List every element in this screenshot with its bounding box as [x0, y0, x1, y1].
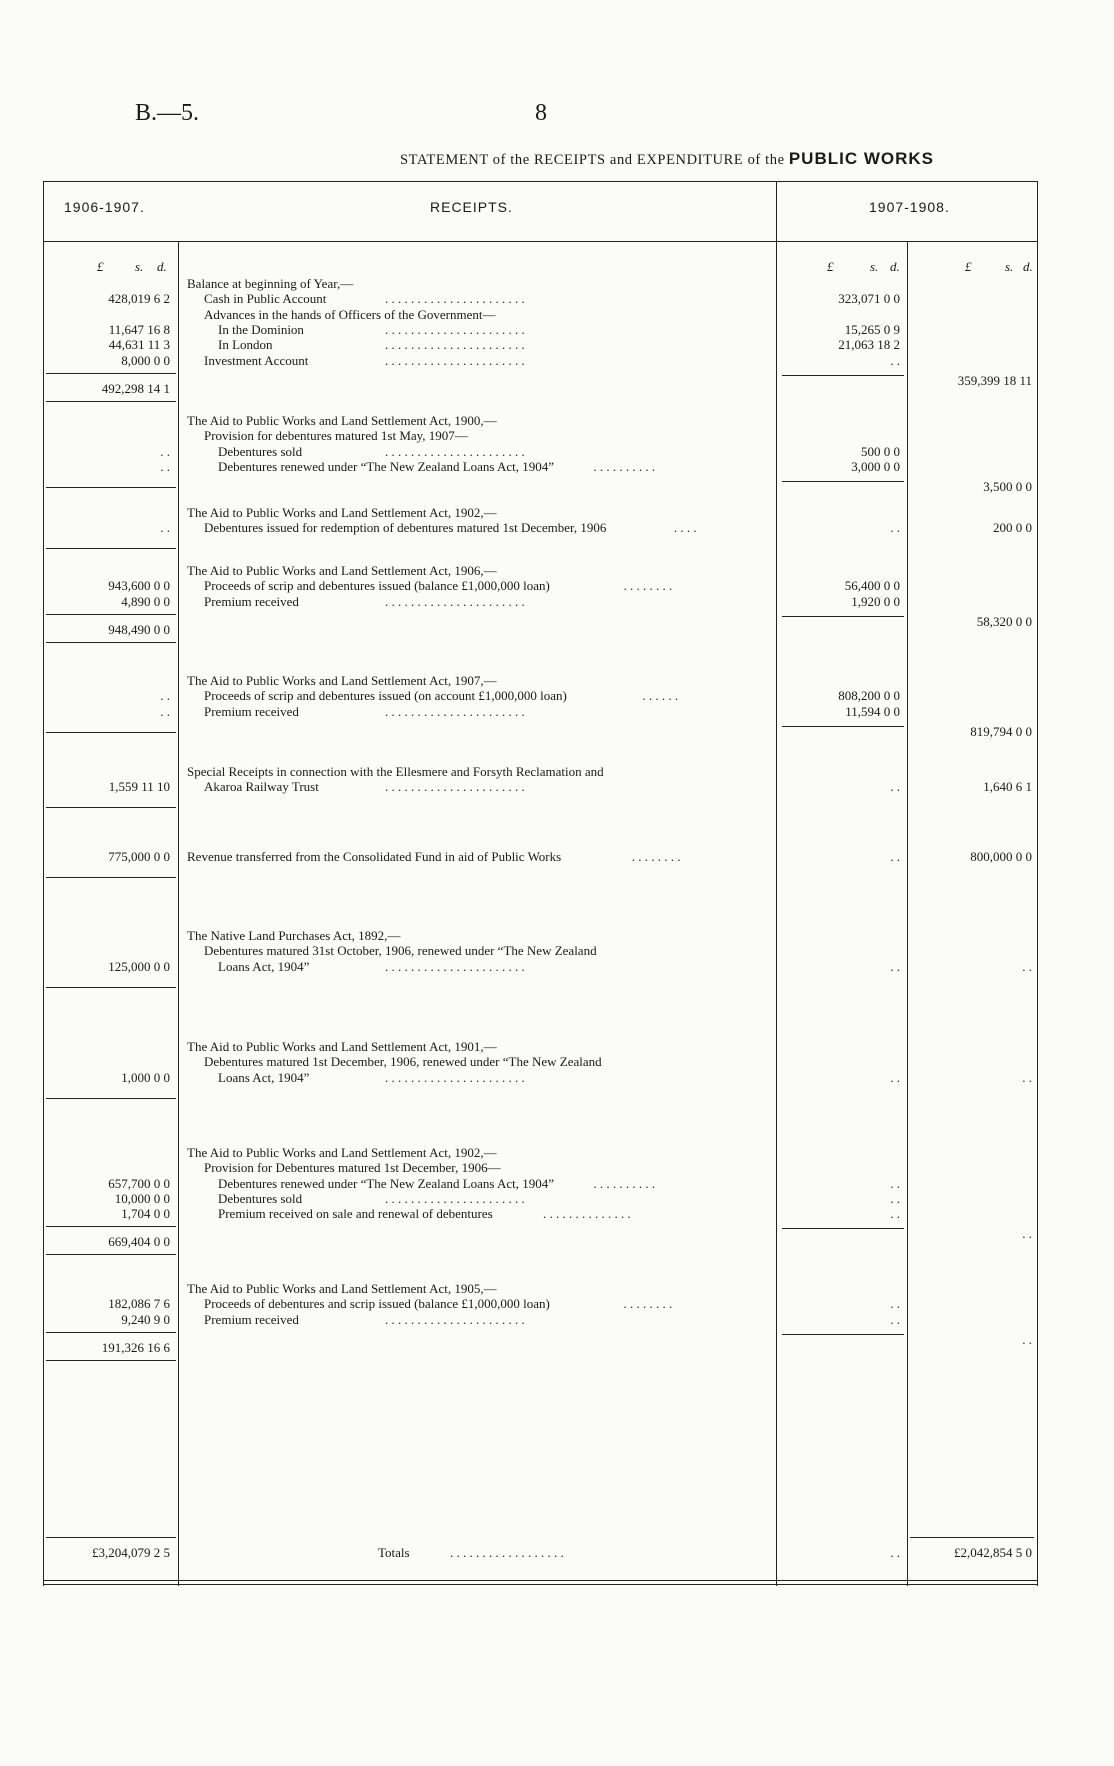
- receipt-line-label: Premium received: [204, 593, 299, 609]
- receipt-line-label: Debentures renewed under “The New Zealand Loans Act, 1904”: [218, 1175, 555, 1191]
- table-left-border: [43, 181, 44, 1586]
- receipt-line-label: The Aid to Public Works and Land Settlement Act, 1905,—: [187, 1281, 497, 1296]
- prev-section-rule: [46, 1098, 176, 1099]
- section-total-amount: 359,399 18 11: [957, 372, 1032, 388]
- unit-pence-detail: d.: [890, 259, 900, 274]
- title-emphasis: PUBLIC WORKS: [788, 149, 935, 168]
- detail-amount: . .: [890, 1545, 900, 1560]
- leader-dots: . . . . . . . . . . . . . . . . . .: [450, 1545, 564, 1560]
- detail-amount: 808,200 0 0: [838, 688, 900, 704]
- receipt-line-label: Debentures matured 1st December, 1906, renewed under “The New Zealand: [204, 1054, 602, 1070]
- receipt-line-label: In the Dominion: [218, 321, 304, 337]
- prev-year-amount: 8,000 0 0: [121, 352, 170, 368]
- prev-subtotal-rule-bottom: [46, 1254, 176, 1255]
- prev-subtotal-rule-bottom: [46, 401, 176, 402]
- totals-label: Totals: [378, 1545, 410, 1560]
- receipt-line-label: The Aid to Public Works and Land Settlement Act, 1906,—: [187, 563, 497, 578]
- prev-section-rule: [46, 548, 176, 549]
- detail-rule: [782, 1334, 904, 1335]
- receipt-line-label: Special Receipts in connection with the Ellesmere and Forsyth Reclamation and: [187, 764, 604, 779]
- prev-year-amount: 657,700 0 0: [108, 1175, 170, 1191]
- prev-year-amount: 943,600 0 0: [108, 578, 170, 594]
- leader-dots: . . . . . . . . . . . . . . . . . . . . . .: [385, 1311, 525, 1327]
- receipt-line-label: Premium received: [204, 1311, 299, 1327]
- receipt-line-label: Revenue transferred from the Consolidated Fund in aid of Public Works: [187, 849, 562, 864]
- prev-subtotal-rule-top: [46, 614, 176, 615]
- table-right-border: [1037, 181, 1038, 1586]
- detail-amount: . .: [890, 1175, 900, 1191]
- receipt-line-label: In London: [218, 337, 273, 353]
- leader-dots: . . . . . . . . . . . . . .: [543, 1206, 631, 1222]
- unit-shilling-prev: s.: [135, 259, 144, 274]
- prev-subtotal-rule-top: [46, 1226, 176, 1227]
- prev-year-amount: 11,647 16 8: [108, 321, 170, 337]
- receipt-line-label: Loans Act, 1904”: [218, 1069, 310, 1085]
- receipt-line-label: Advances in the hands of Officers of the Government—: [204, 306, 496, 322]
- totals-rule-top-total: [910, 1537, 1034, 1538]
- prev-year-amount: . .: [160, 688, 170, 704]
- prev-year-subtotal: 948,490 0 0: [108, 621, 170, 637]
- prev-year-amount: . .: [160, 703, 170, 719]
- unit-shilling-detail: s.: [870, 259, 879, 274]
- detail-amount: . .: [890, 1206, 900, 1222]
- section-total-amount: . .: [1022, 1226, 1032, 1242]
- prev-section-rule: [46, 487, 176, 488]
- leader-dots: . . . . . . . .: [623, 1296, 673, 1312]
- detail-amount: . .: [890, 1190, 900, 1206]
- detail-amount: 3,000 0 0: [851, 458, 900, 474]
- leader-dots: . . . . . . . .: [623, 578, 673, 594]
- leader-dots: . . . . . . . . . .: [593, 1175, 656, 1191]
- detail-amount: 15,265 0 9: [844, 321, 900, 337]
- col-divider-prev: [178, 241, 179, 1586]
- receipt-line-label: Debentures matured 31st October, 1906, renewed under “The New Zealand: [204, 943, 597, 959]
- detail-amount: . .: [890, 1296, 900, 1312]
- prev-year-amount: . .: [160, 520, 170, 536]
- leader-dots: . . . . . . . .: [631, 849, 681, 864]
- prev-year-amount: 775,000 0 0: [108, 849, 170, 864]
- receipt-line-label: The Native Land Purchases Act, 1892,—: [187, 928, 401, 943]
- detail-amount: 56,400 0 0: [844, 578, 900, 594]
- detail-rule: [782, 481, 904, 482]
- receipt-line-label: The Aid to Public Works and Land Settlement Act, 1902,—: [187, 1145, 497, 1160]
- total-amount: . .: [1022, 958, 1032, 974]
- prev-year-subtotal: 492,298 14 1: [101, 380, 170, 396]
- prev-year-amount: 9,240 9 0: [121, 1311, 170, 1327]
- prev-year-amount: 1,559 11 10: [108, 779, 170, 795]
- leader-dots: . . . . . . . . . . . . . . . . . . . . . .: [385, 779, 525, 795]
- total-amount: 200 0 0: [993, 520, 1032, 536]
- totals-rule-top-prev: [46, 1537, 176, 1538]
- detail-amount: 21,063 18 2: [838, 337, 900, 353]
- leader-dots: . . . . . . . . . . . . . . . . . . . . . .: [385, 352, 525, 368]
- prev-section-rule: [46, 877, 176, 878]
- prev-section-rule: [46, 732, 176, 733]
- column-header-prev-year: 1906-1907.: [64, 199, 145, 215]
- leader-dots: . . . . . .: [642, 688, 679, 704]
- receipt-line-label: The Aid to Public Works and Land Settlement Act, 1902,—: [187, 505, 497, 520]
- prev-year-amount: 4,890 0 0: [121, 593, 170, 609]
- leader-dots: . . . . . . . . . . . . . . . . . . . . . .: [385, 593, 525, 609]
- col-divider-receipts: [776, 181, 777, 1586]
- receipt-line-label: Premium received on sale and renewal of debentures: [218, 1206, 493, 1222]
- leader-dots: . . . . . . . . . . . . . . . . . . . . . .: [385, 321, 525, 337]
- detail-amount: . .: [890, 1311, 900, 1327]
- prev-subtotal-rule-bottom: [46, 1360, 176, 1361]
- receipt-line-label: Debentures issued for redemption of debentures matured 1st December, 1906: [204, 520, 607, 536]
- receipt-line-label: Debentures renewed under “The New Zealand Loans Act, 1904”: [218, 458, 555, 474]
- section-total-amount: 819,794 0 0: [970, 723, 1032, 739]
- detail-amount: . .: [890, 958, 900, 974]
- detail-amount: 1,920 0 0: [851, 593, 900, 609]
- prev-subtotal-rule-top: [46, 1332, 176, 1333]
- receipt-line-label: The Aid to Public Works and Land Settlement Act, 1900,—: [187, 413, 497, 428]
- grand-total-prev: £3,204,079 2 5: [92, 1545, 170, 1560]
- prev-year-amount: 1,704 0 0: [121, 1206, 170, 1222]
- leader-dots: . . . . . . . . . . . . . . . . . . . . . .: [385, 337, 525, 353]
- prev-year-amount: 125,000 0 0: [108, 958, 170, 974]
- prev-year-subtotal: 669,404 0 0: [108, 1234, 170, 1250]
- detail-rule: [782, 1228, 904, 1229]
- table-bottom-border-double: [43, 1584, 1038, 1585]
- leader-dots: . . . . . . . . . . . . . . . . . . . . . .: [385, 291, 525, 307]
- header-bottom-border: [43, 241, 1038, 242]
- prev-year-amount: . .: [160, 458, 170, 474]
- leader-dots: . . . . . . . . . . . . . . . . . . . . . .: [385, 958, 525, 974]
- leader-dots: . . . . . . . . . .: [593, 458, 656, 474]
- detail-amount: 11,594 0 0: [845, 703, 900, 719]
- receipt-line-label: Debentures sold: [218, 1190, 303, 1206]
- receipt-line-label: The Aid to Public Works and Land Settlement Act, 1901,—: [187, 1039, 497, 1054]
- receipt-line-label: Proceeds of scrip and debentures issued (balance £1,000,000 loan): [204, 578, 550, 594]
- page-number: 8: [535, 100, 547, 126]
- prev-year-amount: 10,000 0 0: [114, 1190, 170, 1206]
- unit-shilling-total: s.: [1005, 259, 1014, 274]
- document-reference: B.—5.: [135, 100, 200, 126]
- leader-dots: . . . . . . . . . . . . . . . . . . . . . .: [385, 1069, 525, 1085]
- section-total-amount: . .: [1022, 1331, 1032, 1347]
- column-header-receipts: RECEIPTS.: [430, 199, 513, 215]
- receipt-line-label: Provision for debentures matured 1st May, 1907—: [204, 428, 468, 444]
- prev-year-amount: 44,631 11 3: [108, 337, 170, 353]
- receipt-line-label: The Aid to Public Works and Land Settlement Act, 1907,—: [187, 673, 497, 688]
- column-header-curr-year: 1907-1908.: [869, 199, 950, 215]
- receipt-line-label: Debentures sold: [218, 443, 303, 459]
- prev-year-amount: . .: [160, 443, 170, 459]
- leader-dots: . . . . . . . . . . . . . . . . . . . . . .: [385, 1190, 525, 1206]
- unit-pence-prev: d.: [157, 259, 167, 274]
- unit-pound-total: £: [965, 259, 972, 274]
- receipt-line-label: Balance at beginning of Year,—: [187, 276, 354, 291]
- col-divider-detail: [907, 241, 908, 1586]
- detail-rule: [782, 375, 904, 376]
- section-total-amount: 58,320 0 0: [976, 613, 1032, 629]
- prev-year-subtotal: 191,326 16 6: [101, 1339, 170, 1355]
- receipt-line-label: Proceeds of debentures and scrip issued (balance £1,000,000 loan): [204, 1296, 550, 1312]
- receipt-line-label: Provision for Debentures matured 1st December, 1906—: [204, 1160, 501, 1176]
- section-total-amount: 3,500 0 0: [983, 478, 1032, 494]
- total-amount: 800,000 0 0: [970, 849, 1032, 864]
- detail-rule: [782, 726, 904, 727]
- leader-dots: . . . .: [673, 520, 697, 536]
- detail-amount: . .: [890, 849, 900, 864]
- prev-year-amount: 182,086 7 6: [108, 1296, 170, 1312]
- receipt-line-label: Investment Account: [204, 352, 309, 368]
- receipt-line-label: Cash in Public Account: [204, 291, 327, 307]
- receipt-line-label: Akaroa Railway Trust: [204, 779, 319, 795]
- detail-amount: . .: [890, 520, 900, 536]
- detail-amount: . .: [890, 779, 900, 795]
- detail-amount: . .: [890, 352, 900, 368]
- prev-year-amount: 428,019 6 2: [108, 291, 170, 307]
- detail-amount: 500 0 0: [861, 443, 900, 459]
- table-bottom-border: [43, 1580, 1038, 1581]
- leader-dots: . . . . . . . . . . . . . . . . . . . . . .: [385, 443, 525, 459]
- detail-rule: [782, 616, 904, 617]
- detail-amount: 323,071 0 0: [838, 291, 900, 307]
- detail-amount: . .: [890, 1069, 900, 1085]
- total-amount: 1,640 6 1: [983, 779, 1032, 795]
- leader-dots: . . . . . . . . . . . . . . . . . . . . . .: [385, 703, 525, 719]
- title-prefix: STATEMENT of the RECEIPTS and EXPENDITURE of the: [400, 152, 785, 168]
- unit-pound-detail: £: [827, 259, 834, 274]
- receipt-line-label: Premium received: [204, 703, 299, 719]
- receipt-line-label: Proceeds of scrip and debentures issued (on account £1,000,000 loan): [204, 688, 567, 704]
- receipt-line-label: Loans Act, 1904”: [218, 958, 310, 974]
- grand-total-curr: £2,042,854 5 0: [954, 1545, 1032, 1560]
- prev-year-amount: 1,000 0 0: [121, 1069, 170, 1085]
- prev-subtotal-rule-bottom: [46, 642, 176, 643]
- table-top-border: [43, 181, 1038, 182]
- unit-pound-prev: £: [97, 259, 104, 274]
- prev-section-rule: [46, 807, 176, 808]
- statement-title: [400, 149, 934, 169]
- prev-subtotal-rule-top: [46, 373, 176, 374]
- prev-section-rule: [46, 987, 176, 988]
- unit-pence-total: d.: [1023, 259, 1033, 274]
- total-amount: . .: [1022, 1069, 1032, 1085]
